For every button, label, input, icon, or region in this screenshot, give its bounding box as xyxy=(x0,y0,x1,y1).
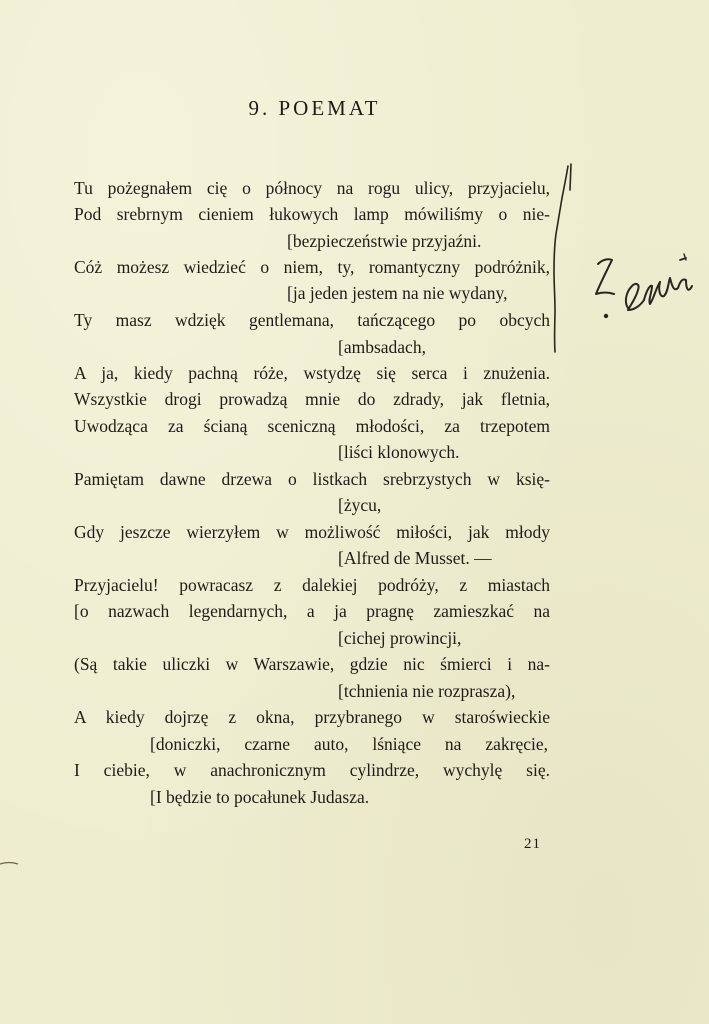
poem-line: [cichej prowincji, xyxy=(338,628,462,648)
page-edge-mark xyxy=(0,858,20,870)
poem-line: [Alfred de Musset. — xyxy=(338,548,492,568)
poem-line: Uwodząca za ścianą sceniczną młodości, za trzepotem xyxy=(74,416,550,436)
poem-line: [liści klonowych. xyxy=(338,442,460,462)
poem-line: [życu, xyxy=(338,495,382,515)
poem-line: [ambsadach, xyxy=(338,337,426,357)
poem-line: Wszystkie drogi prowadzą mnie do zdrady, jak fletnia, xyxy=(74,389,550,409)
poem-line: (Są takie uliczki w Warszawie, gdzie nic śmierci i na- xyxy=(74,654,550,674)
poem-line: Ty masz wdzięk gentlemana, tańczącego po obcych xyxy=(74,310,550,330)
poem-line: [ja jeden jestem na nie wydany, xyxy=(287,283,508,303)
page-number: 21 xyxy=(524,836,541,852)
poem-line: [tchnienia nie rozprasza), xyxy=(338,681,516,701)
poem-line: A ja, kiedy pachną róże, wstydzę się serca i znużenia. xyxy=(74,363,550,383)
poem-line: I ciebie, w anachronicznym cylindrze, wychylę się. xyxy=(74,760,550,780)
poem-line: [doniczki, czarne auto, lśniące na zakręcie, xyxy=(150,734,548,754)
poem-line: Przyjacielu! powracasz z dalekiej podróży, z miastach xyxy=(74,575,550,595)
poem-line: Gdy jeszcze wierzyłem w możliwość miłości, jak młody xyxy=(74,522,550,542)
poem-line: Tu pożegnałem cię o północy na rogu ulicy, przyjacielu, xyxy=(74,178,550,198)
handwritten-annotation xyxy=(540,160,700,360)
poem-title: 9. POEMAT xyxy=(248,96,381,120)
poem-line: [I będzie to pocałunek Judasza. xyxy=(150,787,370,807)
poem-line: Pamiętam dawne drzewa o listkach srebrzystych w księ- xyxy=(74,469,550,489)
poem-line: A kiedy dojrzę z okna, przybranego w staroświeckie xyxy=(74,707,550,727)
poem-line: [o nazwach legendarnych, a ja pragnę zamieszkać na xyxy=(74,601,550,621)
poem-line: Pod srebrnym cieniem łukowych lamp mówiliśmy o nie- xyxy=(74,204,550,224)
poem-line: Cóż możesz wiedzieć o niem, ty, romantyczny podróżnik, xyxy=(74,257,550,277)
poem-line: [bezpieczeństwie przyjaźni. xyxy=(287,231,482,251)
